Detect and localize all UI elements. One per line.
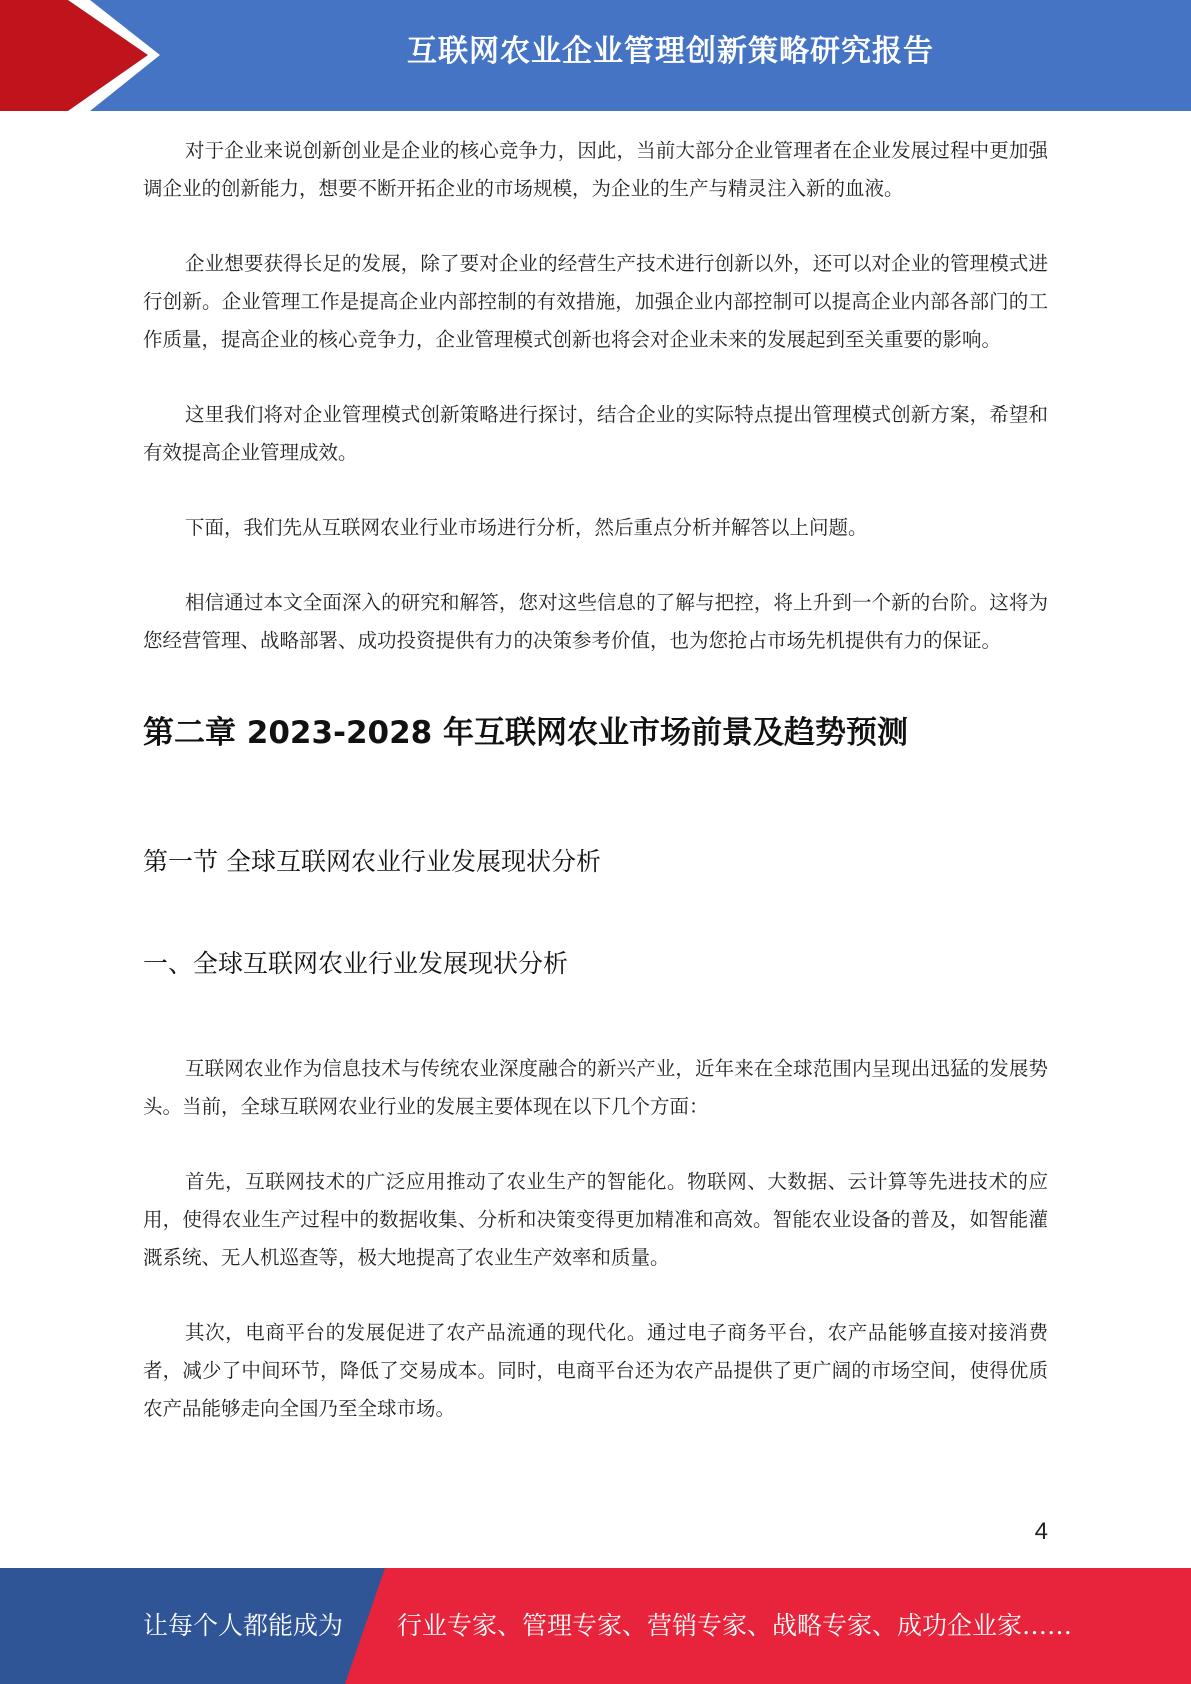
footer-slogan-left: 让每个人都能成为 <box>143 1611 344 1640</box>
page-number: 4 <box>1034 1518 1048 1545</box>
document-body <box>143 132 1048 1428</box>
header-title: 互联网农业企业管理创新策略研究报告 <box>407 34 934 69</box>
paragraph: 相信通过本文全面深入的研究和解答，您对这些信息的了解与把控，将上升到一个新的台阶。这将为您经营管理、战略部署、成功投资提供有力的决策参考价值，也为您抢占市场先机提供有力的保证。 <box>143 591 1048 652</box>
paragraph: 企业想要获得长足的发展，除了要对企业的经营生产技术进行创新以外，还可以对企业的管理模式进行创新。企业管理工作是提高企业内部控制的有效措施，加强企业内部控制可以提高企业内部各部门的工作质量，提高企业的核心竞争力，企业管理模式创新也将会对企业未来的发展起到至关重要的影响。 <box>143 252 1048 351</box>
paragraph: 下面，我们先从互联网农业行业市场进行分析，然后重点分析并解答以上问题。 <box>185 516 868 539</box>
chapter-title: 第二章 2023-2028 年互联网农业市场前景及趋势预测 <box>143 715 909 751</box>
subsection-title: 一、全球互联网农业行业发展现状分析 <box>143 949 569 978</box>
paragraph: 对于企业来说创新创业是企业的核心竞争力，因此，当前大部分企业管理者在企业发展过程中更加强调企业的创新能力，想要不断开拓企业的市场规模，为企业的生产与精灵注入新的血液。 <box>143 139 1048 200</box>
paragraph: 首先，互联网技术的广泛应用推动了农业生产的智能化。物联网、大数据、云计算等先进技术的应用，使得农业生产过程中的数据收集、分析和决策变得更加精准和高效。智能农业设备的普及，如智能灌溉系统、无人机巡查等，极大地提高了农业生产效率和质量。 <box>143 1170 1048 1269</box>
section-title: 第一节 全球互联网农业行业发展现状分析 <box>143 847 601 876</box>
footer-slogan-right: 行业专家、管理专家、营销专家、战略专家、成功企业家…… <box>397 1611 1073 1640</box>
paragraph: 其次，电商平台的发展促进了农产品流通的现代化。通过电子商务平台，农产品能够直接对接消费者，减少了中间环节，降低了交易成本。同时，电商平台还为农产品提供了更广阔的市场空间，使得优质农产品能够走向全国乃至全球市场。 <box>143 1321 1048 1420</box>
page-footer <box>0 1568 1191 1684</box>
page-header <box>0 0 1191 111</box>
paragraph: 这里我们将对企业管理模式创新策略进行探讨，结合企业的实际特点提出管理模式创新方案，希望和有效提高企业管理成效。 <box>143 403 1048 464</box>
paragraph: 互联网农业作为信息技术与传统农业深度融合的新兴产业，近年来在全球范围内呈现出迅猛的发展势头。当前，全球互联网农业行业的发展主要体现在以下几个方面： <box>143 1057 1048 1118</box>
header-arrow-decoration <box>0 0 160 111</box>
